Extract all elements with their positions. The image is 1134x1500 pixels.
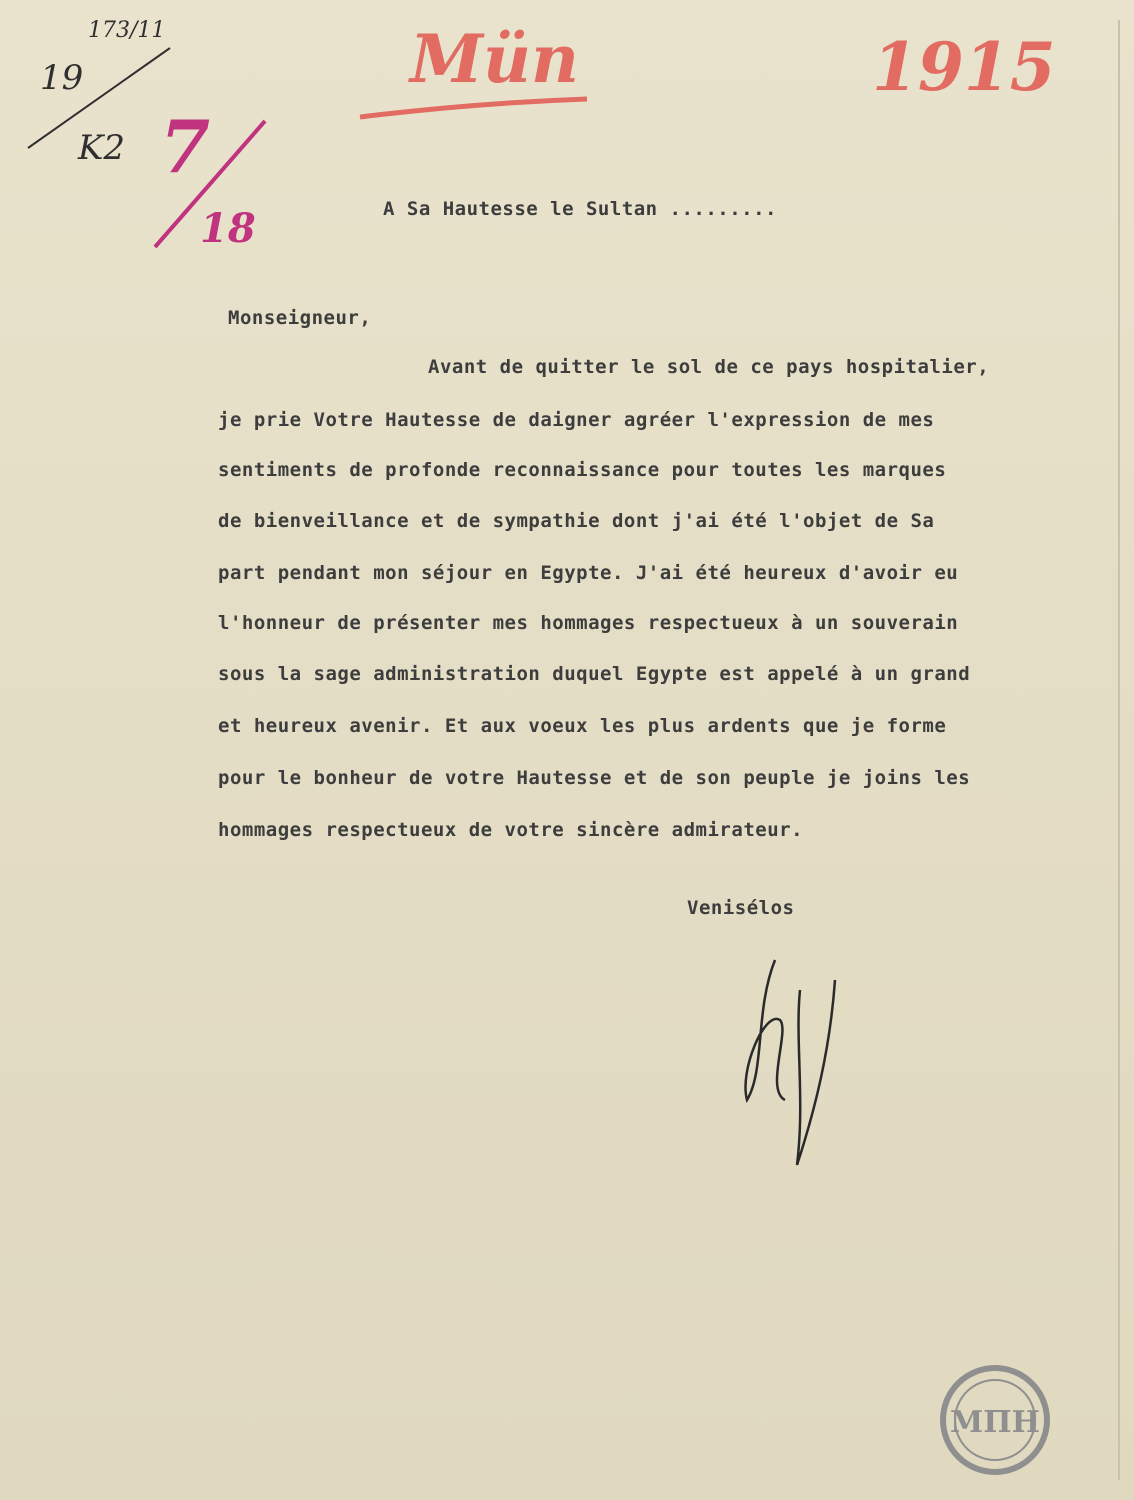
letter-line-9: pour le bonheur de votre Hautesse et de son peuple je joins les bbox=[218, 767, 971, 789]
addressee-line: A Sa Hautesse le Sultan ......... bbox=[383, 198, 777, 220]
magenta-number: 7 bbox=[160, 104, 211, 189]
letter-line-2: je prie Votre Hautesse de daigner agréer l'expression de mes bbox=[218, 409, 935, 431]
letter-line-3: sentiments de profonde reconnaissance pour toutes les marques bbox=[218, 459, 947, 481]
folio-number-top: 19 bbox=[40, 58, 84, 98]
letter-line-10: hommages respectueux de votre sincère admirateur. bbox=[218, 819, 804, 841]
page-edge bbox=[1118, 20, 1120, 1480]
letter-line-7: sous la sage administration duquel Egypte est appelé à un grand bbox=[218, 663, 971, 685]
reference-number: 173/11 bbox=[88, 18, 166, 43]
magenta-subnumber: 18 bbox=[200, 205, 256, 252]
signature-name: Venisélos bbox=[687, 897, 795, 919]
letter-line-6: l'honneur de présenter mes hommages respectueux à un souverain bbox=[218, 612, 959, 634]
archive-stamp bbox=[935, 1360, 1055, 1480]
letter-line-8: et heureux avenir. Et aux voeux les plus ardents que je forme bbox=[218, 715, 947, 737]
letter-line-4: de bienveillance et de sympathie dont j'ai été l'objet de Sa bbox=[218, 510, 935, 532]
year-annotation: 1915 bbox=[872, 28, 1056, 106]
red-underline bbox=[355, 95, 595, 125]
stamp-text: ΜΠΗ bbox=[950, 1405, 1040, 1440]
red-annotation-word: Mün bbox=[410, 20, 580, 98]
handwritten-signature bbox=[735, 950, 855, 1180]
folio-number-bottom: K2 bbox=[78, 128, 126, 168]
letter-line-5: part pendant mon séjour en Egypte. J'ai été heureux d'avoir eu bbox=[218, 562, 959, 584]
letter-line-1: Avant de quitter le sol de ce pays hospitalier, bbox=[428, 356, 990, 378]
salutation: Monseigneur, bbox=[228, 307, 372, 329]
